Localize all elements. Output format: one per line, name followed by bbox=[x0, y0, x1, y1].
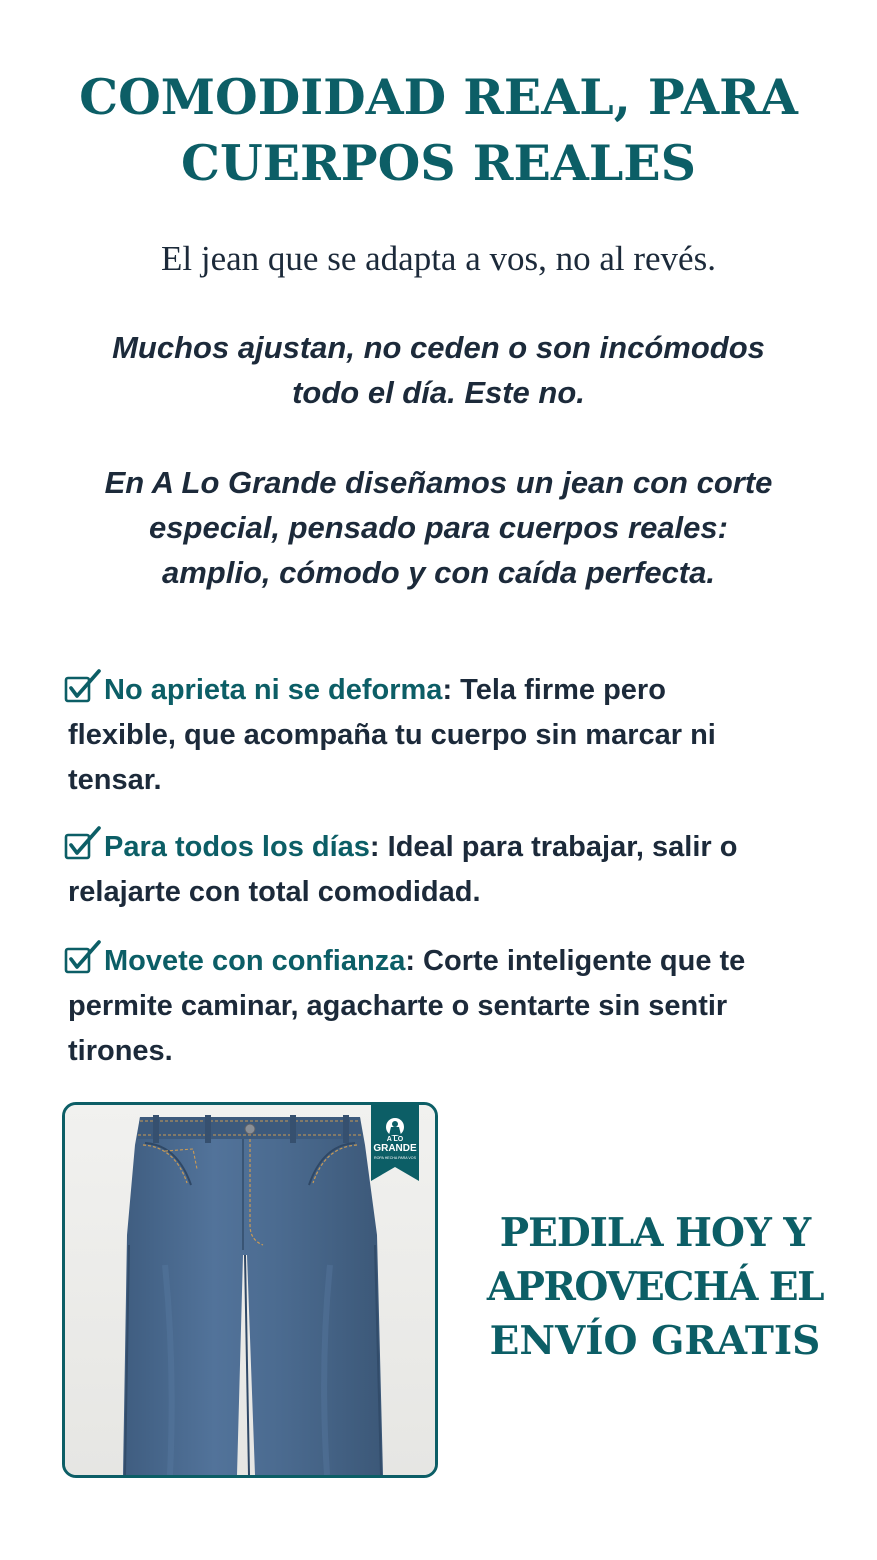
benefit-text: Tela firme pero bbox=[452, 674, 666, 706]
benefit-text-line: relajarte con total comodidad. bbox=[68, 876, 481, 908]
benefit-first-line bbox=[64, 668, 834, 713]
benefit-item bbox=[64, 668, 834, 803]
benefit-item bbox=[64, 939, 834, 1074]
benefit-colon: : bbox=[369, 831, 380, 863]
brand-tag-tagline: ROPA HECHA PARA VOS bbox=[373, 1156, 417, 1160]
page-title bbox=[40, 64, 837, 196]
product-image-frame bbox=[62, 1102, 438, 1478]
check-box-icon bbox=[64, 669, 102, 703]
page-subtitle: El jean que se adapta a vos, no al revés. bbox=[161, 239, 716, 278]
benefit-colon: : bbox=[442, 674, 453, 706]
benefit-text-line: flexible, que acompaña tu cuerpo sin marcar ni bbox=[68, 719, 716, 751]
check-box-icon bbox=[64, 826, 102, 860]
intro-paragraph-2-line-1: En A Lo Grande diseñamos un jean con corte bbox=[104, 465, 773, 500]
benefit-title: Para todos los días bbox=[104, 831, 370, 863]
benefit-text: Ideal para trabajar, salir o bbox=[379, 831, 738, 863]
intro-paragraph-2-line-2: especial, pensado para cuerpos reales: bbox=[149, 510, 728, 545]
cta-line-2: APROVECHÁ EL bbox=[486, 1264, 824, 1310]
benefit-item bbox=[64, 825, 834, 915]
intro-paragraph-1-line-1: Muchos ajustan, no ceden o son incómodos bbox=[112, 330, 765, 365]
benefit-title: No aprieta ni se deforma bbox=[104, 674, 443, 706]
page-title-line-1: COMODIDAD REAL, PARA bbox=[79, 68, 798, 126]
cta-line-3: ENVÍO GRATIS bbox=[489, 1318, 821, 1364]
intro-paragraph-2 bbox=[60, 460, 817, 595]
benefit-text: Corte inteligente que te bbox=[415, 945, 746, 977]
intro-paragraph-1 bbox=[60, 325, 817, 415]
benefit-text-line: permite caminar, agacharte o sentarte sin sentir bbox=[68, 990, 728, 1022]
benefit-text-line: tirones. bbox=[68, 1035, 173, 1067]
benefit-first-line bbox=[64, 825, 834, 870]
brand-tag-top: A LO bbox=[386, 1136, 404, 1143]
intro-paragraph-1-line-2: todo el día. Este no. bbox=[292, 375, 585, 410]
benefit-title: Movete con confianza bbox=[104, 945, 406, 977]
benefit-colon: : bbox=[405, 945, 415, 977]
check-box-icon bbox=[64, 940, 102, 974]
brand-tag-main: GRANDE bbox=[373, 1143, 417, 1154]
benefit-first-line bbox=[64, 939, 834, 984]
page-title-line-2: CUERPOS REALES bbox=[180, 134, 697, 192]
benefit-text-line: tensar. bbox=[68, 764, 162, 796]
cta-heading bbox=[470, 1206, 840, 1368]
cta-line-1: PEDILA HOY Y bbox=[499, 1210, 811, 1256]
jeans-product-photo bbox=[65, 1105, 435, 1475]
intro-paragraph-2-line-3: amplio, cómodo y con caída perfecta. bbox=[162, 555, 715, 590]
